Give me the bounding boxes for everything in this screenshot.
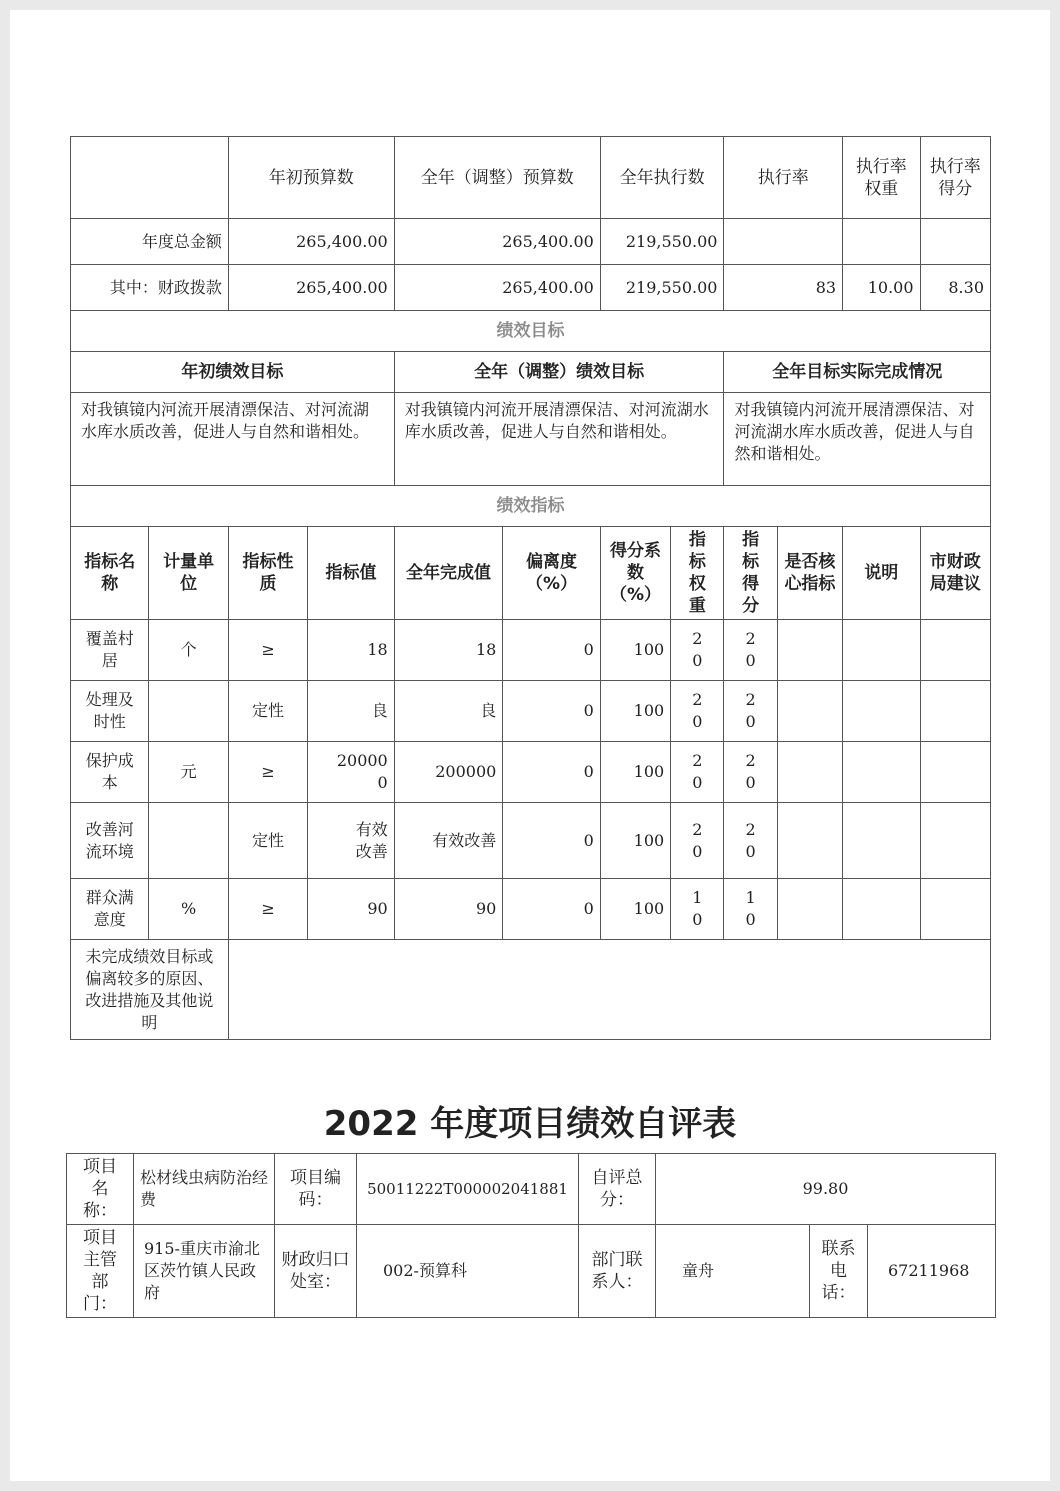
budget-header-initial: 年初预算数 xyxy=(228,137,394,219)
ind-target: 90 xyxy=(308,879,394,940)
ind-coef: 100 xyxy=(600,681,670,742)
budget-header-executed: 全年执行数 xyxy=(600,137,724,219)
ind-header-target: 指标值 xyxy=(308,527,394,620)
budget-row-fiscal xyxy=(71,265,991,311)
ind-name: 处理及时性 xyxy=(71,681,149,742)
ind-core xyxy=(777,803,842,879)
ind-target: 良 xyxy=(308,681,394,742)
self-score-value: 99.80 xyxy=(656,1154,996,1225)
ind-score: 20 xyxy=(724,803,777,879)
ind-name: 群众满意度 xyxy=(71,879,149,940)
ind-name: 保护成本 xyxy=(71,742,149,803)
ind-name: 改善河流环境 xyxy=(71,803,149,879)
table-row xyxy=(71,681,991,742)
ind-note xyxy=(843,803,920,879)
ind-target: 18 xyxy=(308,620,394,681)
budget-rate-value: 83 xyxy=(724,265,843,311)
office-label: 财政归口处室： xyxy=(275,1225,357,1318)
ind-unit: % xyxy=(149,879,228,940)
phone-label: 联系电话： xyxy=(810,1225,868,1317)
ind-target: 有效改善 xyxy=(308,803,394,879)
ind-advice xyxy=(920,803,990,879)
ind-unit xyxy=(149,803,228,879)
ind-target: 200000 xyxy=(308,742,394,803)
goals-header-actual: 全年目标实际完成情况 xyxy=(724,352,991,393)
ind-deviation: 0 xyxy=(503,681,601,742)
remark-label: 未完成绩效目标或偏离较多的原因、改进措施及其他说明 xyxy=(71,940,229,1040)
table-row xyxy=(71,803,991,879)
page-title: 2022 年度项目绩效自评表 xyxy=(323,1104,737,1144)
budget-weight-value: 10.00 xyxy=(843,265,920,311)
goals-actual-text: 对我镇镜内河流开展清漂保洁、对河流湖水库水质改善，促进人与自然和谐相处。 xyxy=(724,393,991,486)
ind-header-score: 指标得分 xyxy=(724,527,777,620)
ind-core xyxy=(777,742,842,803)
budget-header-weight: 执行率权重 xyxy=(843,137,920,219)
ind-note xyxy=(843,742,920,803)
ind-deviation: 0 xyxy=(503,742,601,803)
ind-weight: 20 xyxy=(671,681,724,742)
ind-actual: 18 xyxy=(394,620,503,681)
table-row xyxy=(71,879,991,940)
ind-core xyxy=(777,879,842,940)
ind-score: 20 xyxy=(724,742,777,803)
ind-unit xyxy=(149,681,228,742)
contact-value: 童舟 xyxy=(656,1225,810,1318)
table-row xyxy=(71,620,991,681)
project-name-value: 松材线虫病防治经费 xyxy=(134,1154,275,1225)
budget-score-value xyxy=(920,219,990,265)
ind-deviation: 0 xyxy=(503,879,601,940)
budget-rate-value xyxy=(724,219,843,265)
contact-label: 部门联系人： xyxy=(579,1225,656,1318)
ind-header-weight: 指标权重 xyxy=(671,527,724,620)
ind-advice xyxy=(920,620,990,681)
budget-initial-value: 265,400.00 xyxy=(228,219,394,265)
ind-advice xyxy=(920,879,990,940)
budget-initial-value: 265,400.00 xyxy=(228,265,394,311)
ind-nature: 定性 xyxy=(228,681,307,742)
ind-advice xyxy=(920,681,990,742)
ind-score: 10 xyxy=(724,879,777,940)
ind-header-note: 说明 xyxy=(843,527,920,620)
performance-table xyxy=(70,136,991,1040)
ind-nature: ≥ xyxy=(228,879,307,940)
budget-row-label: 其中：财政拨款 xyxy=(71,265,229,311)
ind-header-core: 是否核心指标 xyxy=(777,527,842,620)
budget-weight-value xyxy=(843,219,920,265)
project-code-value: 50011222T000002041881 xyxy=(357,1154,579,1225)
ind-header-advice: 市财政局建议 xyxy=(920,527,990,620)
document-page xyxy=(10,10,1050,1481)
goals-content-row xyxy=(71,393,991,486)
budget-adjusted-value: 265,400.00 xyxy=(394,219,600,265)
budget-executed-value: 219,550.00 xyxy=(600,219,724,265)
ind-core xyxy=(777,620,842,681)
budget-header-row xyxy=(71,137,991,219)
project-name-label: 项目名称： xyxy=(67,1154,134,1225)
ind-advice xyxy=(920,742,990,803)
ind-actual: 90 xyxy=(394,879,503,940)
budget-executed-value: 219,550.00 xyxy=(600,265,724,311)
ind-actual: 200000 xyxy=(394,742,503,803)
project-row-1 xyxy=(67,1154,996,1225)
budget-adjusted-value: 265,400.00 xyxy=(394,265,600,311)
ind-note xyxy=(843,879,920,940)
budget-corner-cell xyxy=(71,137,229,219)
goals-header-adjusted: 全年（调整）绩效目标 xyxy=(394,352,724,393)
remark-value xyxy=(228,940,990,1040)
ind-deviation: 0 xyxy=(503,620,601,681)
indicators-header-row xyxy=(71,527,991,620)
goals-section-row xyxy=(71,311,991,352)
budget-header-score: 执行率得分 xyxy=(920,137,990,219)
budget-row-total xyxy=(71,219,991,265)
ind-coef: 100 xyxy=(600,742,670,803)
ind-nature: ≥ xyxy=(228,742,307,803)
budget-score-value: 8.30 xyxy=(920,265,990,311)
remark-row xyxy=(71,940,991,1040)
ind-coef: 100 xyxy=(600,879,670,940)
ind-note xyxy=(843,681,920,742)
ind-note xyxy=(843,620,920,681)
ind-coef: 100 xyxy=(600,803,670,879)
indicators-section-row xyxy=(71,486,991,527)
ind-header-coef: 得分系数（%） xyxy=(600,527,670,620)
ind-nature: 定性 xyxy=(228,803,307,879)
phone-cell xyxy=(810,1225,996,1318)
ind-weight: 10 xyxy=(671,879,724,940)
budget-header-adjusted: 全年（调整）预算数 xyxy=(394,137,600,219)
ind-weight: 20 xyxy=(671,620,724,681)
ind-core xyxy=(777,681,842,742)
ind-name: 覆盖村居 xyxy=(71,620,149,681)
ind-weight: 20 xyxy=(671,742,724,803)
goals-header-row xyxy=(71,352,991,393)
self-score-label: 自评总分： xyxy=(579,1154,656,1225)
table-row xyxy=(71,742,991,803)
ind-unit: 个 xyxy=(149,620,228,681)
ind-weight: 20 xyxy=(671,803,724,879)
ind-score: 20 xyxy=(724,681,777,742)
goals-section-title: 绩效目标 xyxy=(71,311,991,352)
budget-header-rate: 执行率 xyxy=(724,137,843,219)
phone-value: 67211968 xyxy=(888,1261,970,1280)
project-row-2 xyxy=(67,1225,996,1318)
ind-unit: 元 xyxy=(149,742,228,803)
project-info-table xyxy=(66,1153,996,1318)
dept-label: 项目主管部门： xyxy=(67,1225,134,1318)
ind-actual: 有效改善 xyxy=(394,803,503,879)
ind-header-nature: 指标性质 xyxy=(228,527,307,620)
ind-header-unit: 计量单位 xyxy=(149,527,228,620)
goals-header-initial: 年初绩效目标 xyxy=(71,352,395,393)
ind-header-actual: 全年完成值 xyxy=(394,527,503,620)
ind-header-deviation: 偏离度（%） xyxy=(503,527,601,620)
project-code-label: 项目编码： xyxy=(275,1154,357,1225)
goals-adjusted-text: 对我镇镜内河流开展清漂保洁、对河流湖水库水质改善，促进人与自然和谐相处。 xyxy=(394,393,724,486)
indicators-section-title: 绩效指标 xyxy=(71,486,991,527)
dept-value: 915-重庆市渝北区茨竹镇人民政府 xyxy=(134,1225,275,1318)
budget-row-label: 年度总金额 xyxy=(71,219,229,265)
ind-coef: 100 xyxy=(600,620,670,681)
ind-deviation: 0 xyxy=(503,803,601,879)
ind-header-name: 指标名称 xyxy=(71,527,149,620)
ind-score: 20 xyxy=(724,620,777,681)
office-value: 002-预算科 xyxy=(357,1225,579,1318)
ind-nature: ≥ xyxy=(228,620,307,681)
goals-initial-text: 对我镇镜内河流开展清漂保洁、对河流湖水库水质改善，促进人与自然和谐相处。 xyxy=(71,393,395,486)
ind-actual: 良 xyxy=(394,681,503,742)
